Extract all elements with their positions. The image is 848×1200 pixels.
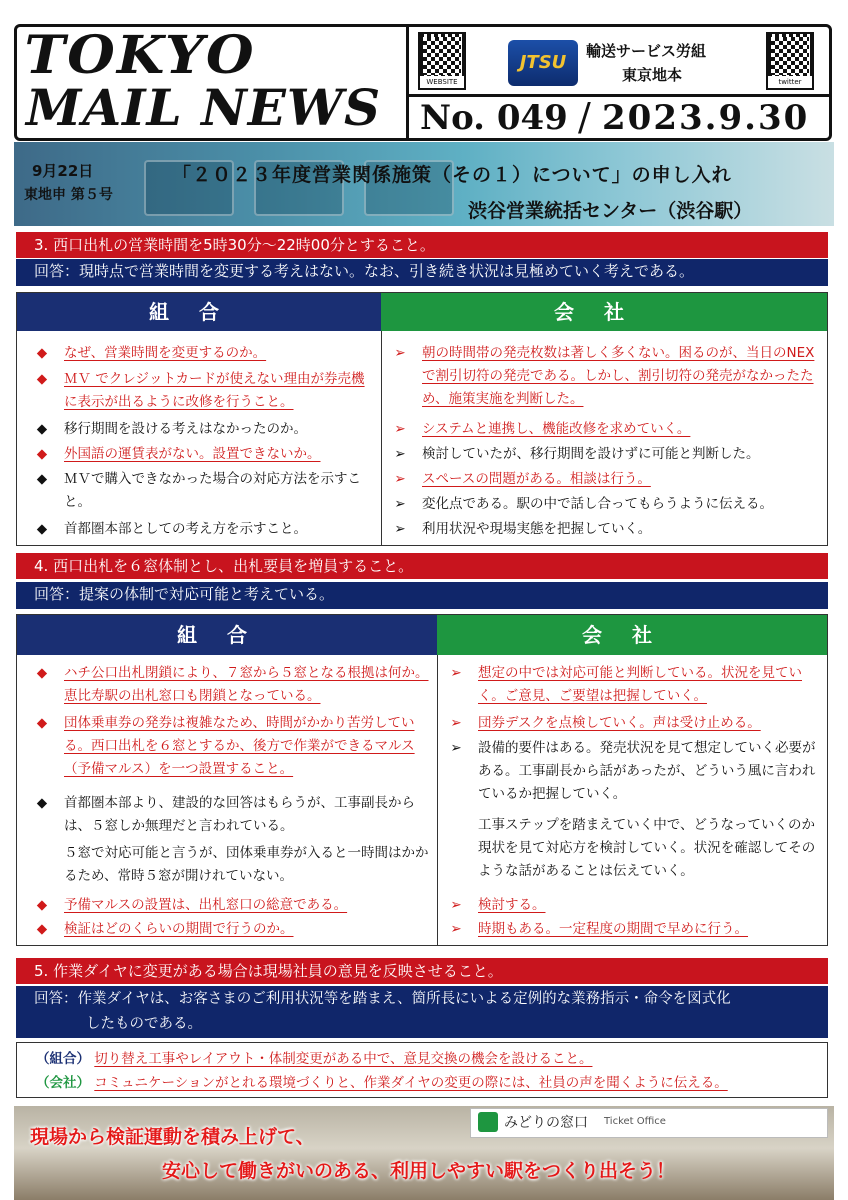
section-3-answer: 回答：現時点で営業時間を変更する考えはない。なお、引き続き状況は見極めていく考えである。 (16, 259, 828, 286)
section-4-company-header: 会社 (437, 615, 827, 655)
diamond-icon: ◆ (36, 795, 48, 811)
slash-separator: / (578, 95, 591, 139)
request-place: 渋谷営業統括センター（渋谷駅） (468, 200, 753, 222)
diamond-icon: ◆ (36, 421, 48, 437)
company-statement: コミュニケーションがとれる環境づくりと、作業ダイヤの変更の際には、社員の声を聞くように伝える。 (94, 1075, 728, 1091)
company-point: ➢ 想定の中では対応可能と判断している。状況を見ていく。ご意見、ご要望は把握していく。 (448, 662, 820, 708)
ticket-office-icon (478, 1112, 498, 1132)
union-point: ◆ 予備マルスの設置は、出札窓口の総意である。 (34, 894, 430, 917)
arrowhead-icon: ➢ (394, 345, 406, 361)
company-point: ➢ スペースの問題がある。相談は行う。 (392, 468, 820, 491)
company-point: ➢ 変化点である。駅の中で話し合ってもらうように伝える。 (392, 493, 820, 516)
union-point: ◆ 首都圏本部より、建設的な回答はもらうが、工事副長からは、５窓しか無理だと言われている。 (34, 792, 430, 838)
company-point: ➢ 検討する。 (448, 894, 820, 917)
arrowhead-icon: ➢ (450, 665, 462, 681)
company-point: ➢ システムと連携し、機能改修を求めていく。 (392, 418, 820, 441)
diamond-icon: ◆ (36, 446, 48, 462)
diamond-icon: ◆ (36, 715, 48, 731)
arrowhead-icon: ➢ (394, 446, 406, 462)
arrowhead-icon: ➢ (450, 715, 462, 731)
arrowhead-icon: ➢ (394, 521, 406, 537)
diamond-icon: ◆ (36, 521, 48, 537)
section-3-title: 3. 西口出札の営業時間を5時30分～22時00分とすること。 (16, 232, 828, 258)
slogan-line1: 現場から検証運動を積み上げて、 (30, 1126, 315, 1148)
jtsu-emblem: JTSU (508, 40, 578, 86)
diamond-icon: ◆ (36, 921, 48, 937)
section-5-company-row (36, 1072, 728, 1094)
union-point: ◆ 団体乗車券の発券は複雑なため、時間がかかり苦労している。西口出札を６窓とするか、後方で作業ができるマルス（予備マルス）を一つ設置すること。 (34, 712, 430, 781)
company-point: ➢ 検討していたが、移行期間を設けずに可能と判断した。 (392, 443, 820, 466)
twitter-qr-icon[interactable] (766, 32, 814, 90)
document-number: 東地申 第５号 (24, 187, 113, 203)
column-divider (437, 655, 438, 945)
arrowhead-icon: ➢ (394, 496, 406, 512)
company-point: ➢ 設備的要件はある。発売状況を見て想定していく必要がある。工事副長から話があったが、どういう風に言われているか把握していく。 (448, 737, 820, 806)
masthead-rule (409, 94, 832, 97)
website-qr-icon[interactable] (418, 32, 466, 90)
ticket-office-sublabel: Ticket Office (604, 1116, 666, 1127)
masthead-title-line2: MAIL NEWS (26, 78, 382, 137)
union-label: （組合） (36, 1051, 90, 1067)
arrowhead-icon: ➢ (394, 471, 406, 487)
section-4-union-header: 組合 (17, 615, 437, 655)
section-4-title: 4. 西口出札を６窓体制とし、出札要員を増員すること。 (16, 553, 828, 579)
union-point: ◆ ＭＶで購入できなかった場合の対応方法を示すこと。 (34, 468, 374, 514)
union-point: ◆ 移行期間を設ける考えはなかったのか。 (34, 418, 374, 441)
masthead-title-line1: TOKYO (24, 25, 256, 86)
section-5-title: 5. 作業ダイヤに変更がある場合は現場社員の意見を反映させること。 (16, 958, 828, 984)
request-date: 9月22日 (32, 162, 94, 180)
diamond-icon: ◆ (36, 897, 48, 913)
qr-caption: WEBSITE (420, 76, 464, 88)
column-divider (381, 331, 382, 545)
union-point: ◆ ＭＶ でクレジットカードが使えない理由が券売機に表示が出るように改修を行うこと。 (34, 368, 374, 414)
company-note: 工事ステップを踏まえていく中で、どうなっていくのか現状を見て対応方を検討していく。状況を確認してそのような話があることは伝えていく。 (478, 817, 816, 879)
qr-caption: twitter (768, 76, 812, 88)
arrowhead-icon: ➢ (450, 921, 462, 937)
issue-date: 2023.9.30 (602, 98, 810, 138)
arrowhead-icon: ➢ (450, 740, 462, 756)
section-5-union-row (36, 1048, 592, 1070)
arrowhead-icon: ➢ (394, 421, 406, 437)
slogan-line2: 安心して働きがいのある、利用しやすい駅をつくり出そう！ (162, 1160, 676, 1182)
company-point: ➢ 団券デスクを点検していく。声は受け止める。 (448, 712, 820, 735)
company-point: ➢ 利用状況や現場実態を把握していく。 (392, 518, 820, 541)
union-note: ５窓で対応可能と言うが、団体乗車券が入ると一時間はかかるため、常時５窓が開けれていない。 (64, 845, 429, 884)
diamond-icon: ◆ (36, 665, 48, 681)
union-point: ◆ 首都圏本部としての考え方を示すこと。 (34, 518, 374, 541)
diamond-icon: ◆ (36, 345, 48, 361)
diamond-icon: ◆ (36, 371, 48, 387)
union-branch: 東京地本 (622, 66, 683, 84)
union-point: ◆ なぜ、営業時間を変更するのか。 (34, 342, 374, 365)
company-label: （会社） (36, 1075, 90, 1091)
diamond-icon: ◆ (36, 471, 48, 487)
union-point: ◆ 外国語の運賃表がない。設置できないか。 (34, 443, 374, 466)
section-3-company-header: 会社 (381, 293, 827, 331)
union-statement: 切り替え工事やレイアウト・体制変更がある中で、意見交換の機会を設けること。 (94, 1051, 593, 1067)
section-5-answer-line2: したものである。 (86, 1016, 202, 1032)
section-5-answer (16, 986, 828, 1038)
ticket-office-label: みどりの窓口 (504, 1115, 588, 1131)
union-point: ◆ ハチ公口出札閉鎖により、７窓から５窓となる根拠は何か。恵比寿駅の出札窓口も閉鎖となっている。 (34, 662, 430, 708)
union-point: ◆ 検証はどのくらいの期間で行うのか。 (34, 918, 430, 941)
union-name: 輸送サービス労組 (586, 42, 707, 60)
masthead-divider (406, 26, 409, 139)
arrowhead-icon: ➢ (450, 897, 462, 913)
request-title: 「２０２３年度営業関係施策（その１）について」の申し入れ (172, 164, 732, 186)
company-point: ➢ 時期もある。一定程度の期間で早めに行う。 (448, 918, 820, 941)
section-3-union-header: 組合 (17, 293, 381, 331)
section-4-answer: 回答：提案の体制で対応可能と考えている。 (16, 582, 828, 609)
company-point: ➢ 朝の時間帯の発売枚数は著しく多くない。困るのが、当日のNEX で割引切符の発売である。しかし、割引切符の発売がなかったため、施策実施を判断した。 (392, 342, 820, 411)
issue-number: No. 049 (420, 98, 568, 138)
section-5-answer-line1: 回答：作業ダイヤは、お客さまのご利用状況等を踏まえ、箇所長にいよる定例的な業務指示・命令を図式化 (34, 991, 731, 1007)
